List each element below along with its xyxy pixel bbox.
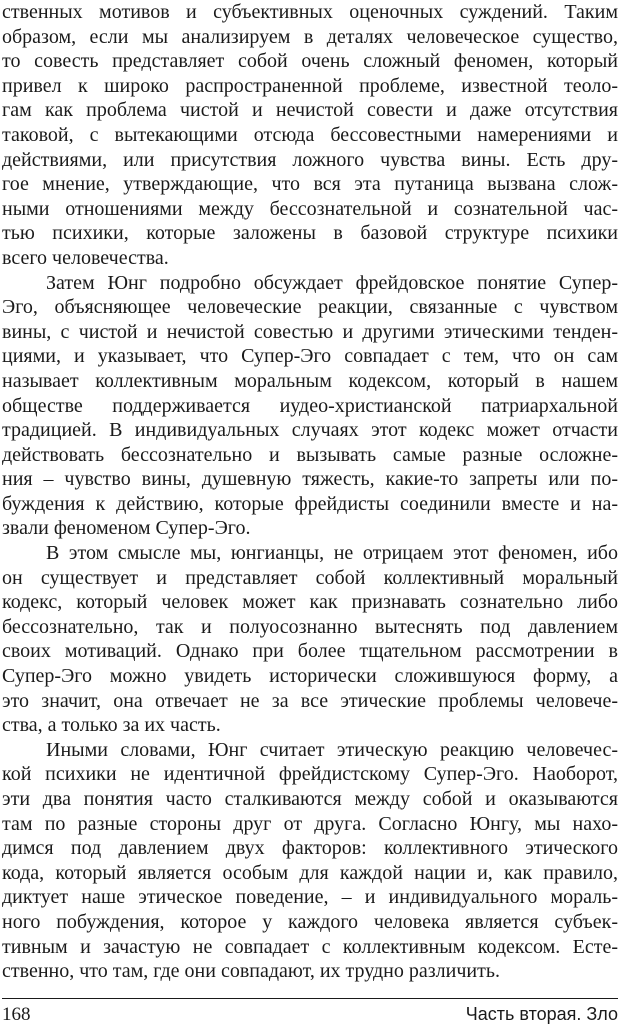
text-line: там по разные стороны друг от друга. Согласно Юнгу, мы нахо- <box>2 812 618 835</box>
text-line: всего человечества. <box>2 246 169 269</box>
text-line: эти два понятия часто сталкиваются между собой и оказываются <box>2 788 618 810</box>
text-line: Затем Юнг подробно обсуждает фрейдовское понятие Супер- <box>46 271 618 294</box>
text-line: бессознательно, так и полуосознанно вытеснять под давлением <box>2 615 618 638</box>
text-line: кода, который является особым для каждой нации и, как правило, <box>2 861 618 884</box>
text-line: называет коллективным моральным кодексом, который в нашем <box>2 369 618 392</box>
text-line: ственных мотивов и субъективных оценочных суждений. Таким <box>2 1 618 23</box>
text-line: димся под давлением двух факторов: коллективного этического <box>2 837 618 860</box>
text-line: гое мнение, утверждающие, что вся эта путаница вызвана слож- <box>2 173 618 196</box>
text-line: Супер-Эго можно увидеть исторически сложившуюся форму, а <box>2 665 618 688</box>
text-line: образом, если мы анализируем в деталях человеческое существо, <box>2 25 618 48</box>
text-line: ственно, что там, где они совпадают, их трудно различить. <box>2 960 500 983</box>
text-line: он существует и представляет собой коллективный моральный <box>2 566 618 589</box>
text-line: буждения к действию, которые фрейдисты соединили вместе и на- <box>2 492 618 515</box>
text-line: Иными словами, Юнг считает этическую реакцию человечес- <box>46 738 618 761</box>
text-line: ными отношениями между бессознательной и сознательной час- <box>2 197 618 220</box>
text-line: звали феноменом Супер-Эго. <box>2 517 251 540</box>
text-line: действовать бессознательно и вызывать самые разные осложне- <box>2 443 618 466</box>
text-line: циями, и указывает, что Супер-Эго совпадает с тем, что он сам <box>2 345 618 368</box>
page-number: 168 <box>2 1004 31 1025</box>
text-line: ния – чувство вины, душевную тяжесть, какие-то запреты или по- <box>2 468 618 491</box>
text-line: В этом смысле мы, юнгианцы, не отрицаем этот феномен, ибо <box>46 542 618 565</box>
text-line: кодекс, который человек может как признавать сознательно либо <box>2 591 618 614</box>
text-line: ства, а только за их часть. <box>2 714 221 737</box>
text-line: действиями, или присутствия ложного чувства вины. Есть дру- <box>2 148 618 171</box>
text-line: диктует наше этическое поведение, – и индивидуального мораль- <box>2 886 618 909</box>
text-line: тивным и зачастую не совпадает с коллективным кодексом. Есте- <box>2 935 618 958</box>
text-line: привел к широко распространенной проблеме, известной теоло- <box>2 74 618 97</box>
text-line: традицией. В индивидуальных случаях этот кодекс может отчасти <box>2 419 618 442</box>
footer-rule <box>2 998 618 999</box>
text-line: таковой, с вытекающими отсюда бессовестными намерениями и <box>2 123 618 146</box>
text-line: ного побуждения, которое у каждого человека является субъек- <box>2 910 618 933</box>
text-line: гам как проблема чистой и нечистой совести и даже отсутствия <box>2 99 618 122</box>
running-footer-title: Часть вторая. Зло <box>465 1004 618 1024</box>
text-line: это значит, она отвечает не за все этические проблемы человече- <box>2 689 618 712</box>
text-line: вины, с чистой и нечистой совестью и другими этическими тенден- <box>2 320 618 343</box>
text-line: то совесть представляет собой очень сложный феномен, который <box>2 50 618 73</box>
body-text <box>2 0 618 984</box>
text-line: Эго, объясняющее человеческие реакции, связанные с чувством <box>2 296 618 319</box>
text-line: тью психики, которые заложены в базовой структуре психики <box>2 222 618 245</box>
text-line: кой психики не идентичной фрейдистскому Супер-Эго. Наоборот, <box>2 763 618 786</box>
text-line: обществе поддерживается иудео-христианской патриархальной <box>2 394 618 417</box>
text-line: своих мотиваций. Однако при более тщательном рассмотрении в <box>2 640 618 663</box>
